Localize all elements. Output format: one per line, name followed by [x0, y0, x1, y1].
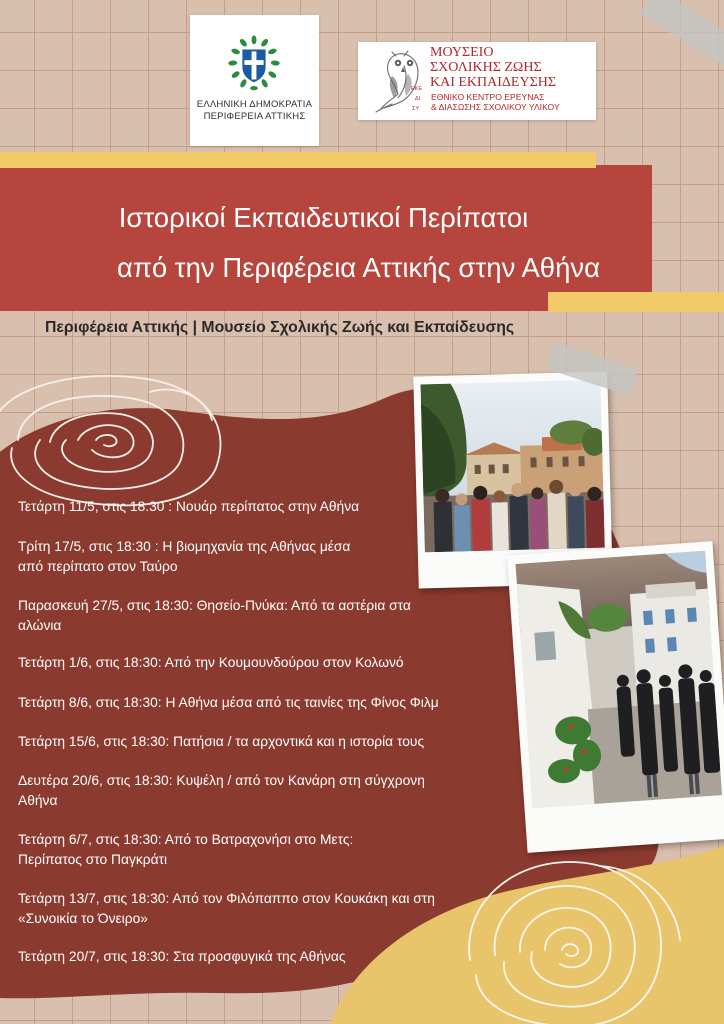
event-line: από περίπατο στον Ταύρο — [18, 558, 178, 574]
museum-acronym-2: ΔΙ — [415, 96, 421, 102]
region-logo-line2: ΠΕΡΙΦΕΡΕΙΑ ΑΤΤΙΚΗΣ — [203, 111, 306, 122]
event-line: Τετάρτη 11/5, στις 18:30 : Νουάρ περίπατος στην Αθήνα — [18, 499, 360, 514]
event-item — [18, 693, 439, 713]
event-line: Τετάρτη 13/7, στις 18:30: Από τον Φιλόπαππο στον Κουκάκη και στη — [18, 891, 435, 906]
event-line: Τετάρτη 20/7, στις 18:30: Στα προσφυγικά της Αθήνας — [18, 949, 346, 964]
yellow-accent-strip-right — [548, 292, 724, 312]
event-line: Τετάρτη 15/6, στις 18:30: Πατήσια / τα αρχοντικά και η ιστορία τους — [18, 734, 425, 749]
event-line: Τετάρτη 8/6, στις 18:30: Η Αθήνα μέσα από τις ταινίες της Φίνος Φιλμ — [18, 695, 439, 710]
title-banner — [0, 165, 652, 311]
museum-name-line2: ΣΧΟΛΙΚΗΣ ΖΩΗΣ — [430, 60, 542, 75]
event-item — [18, 596, 411, 635]
event-item — [18, 830, 353, 869]
museum-name-line1: ΜΟΥΣΕΙΟ — [430, 45, 494, 60]
event-item — [18, 497, 359, 517]
page-title-line2: από την Περιφέρεια Αττικής στην Αθήνα — [116, 252, 601, 283]
event-line: Τετάρτη 1/6, στις 18:30: Από την Κουμουνδούρου στον Κολωνό — [18, 655, 404, 670]
yellow-accent-strip-top — [0, 152, 596, 168]
museum-name-line3: ΚΑΙ ΕΚΠΑΙΔΕΥΣΗΣ — [430, 75, 556, 90]
event-item — [18, 537, 350, 576]
event-item — [18, 947, 346, 967]
event-line: «Συνοικία το Όνειρο» — [18, 910, 148, 926]
event-item — [18, 771, 425, 810]
event-line: Δευτέρα 20/6, στις 18:30: Κυψέλη / από τον Κανάρη στη σύγχρονη — [18, 773, 425, 788]
photo-image-2 — [515, 551, 722, 809]
museum-acronym-3: ΣΥ — [412, 106, 420, 112]
museum-sub-line1: ΕΘΝΙΚΟ ΚΕΝΤΡΟ ΕΡΕΥΝΑΣ — [431, 92, 545, 102]
event-line: Περίπατος στο Παγκράτι — [18, 851, 168, 867]
event-item — [18, 732, 424, 752]
event-line: Τρίτη 17/5, στις 18:30 : Η βιομηχανία της Αθήνας μέσα — [18, 539, 351, 554]
region-logo — [190, 15, 319, 146]
museum-acronym-1: ΕΚΕ — [411, 86, 423, 92]
event-item — [18, 653, 404, 673]
event-line: Τετάρτη 6/7, στις 18:30: Από το Βατραχονήσι στο Μετς: — [18, 832, 354, 847]
region-logo-line1: ΕΛΛΗΝΙΚΗ ΔΗΜΟΚΡΑΤΙΑ — [196, 99, 313, 110]
greek-emblem-icon — [225, 35, 283, 93]
museum-logo — [358, 42, 596, 120]
event-line: Αθήνα — [18, 792, 58, 808]
museum-sub-line2: & ΔΙΑΣΩΣΗΣ ΣΧΟΛΙΚΟΥ ΥΛΙΚΟΥ — [431, 102, 560, 112]
page-title-line1: Ιστορικοί Εκπαιδευτικοί Περίπατοι — [118, 202, 529, 233]
subtitle: Περιφέρεια Αττικής | Μουσείο Σχολικής Ζωής και Εκπαίδευσης — [45, 319, 515, 336]
event-line: αλώνια — [18, 617, 62, 633]
photo-image-1 — [420, 380, 604, 553]
event-item — [18, 889, 435, 928]
event-line: Παρασκευή 27/5, στις 18:30: Θησείο-Πνύκα: Από τα αστέρια στα — [18, 598, 411, 613]
photo-polaroid-2 — [507, 541, 724, 853]
